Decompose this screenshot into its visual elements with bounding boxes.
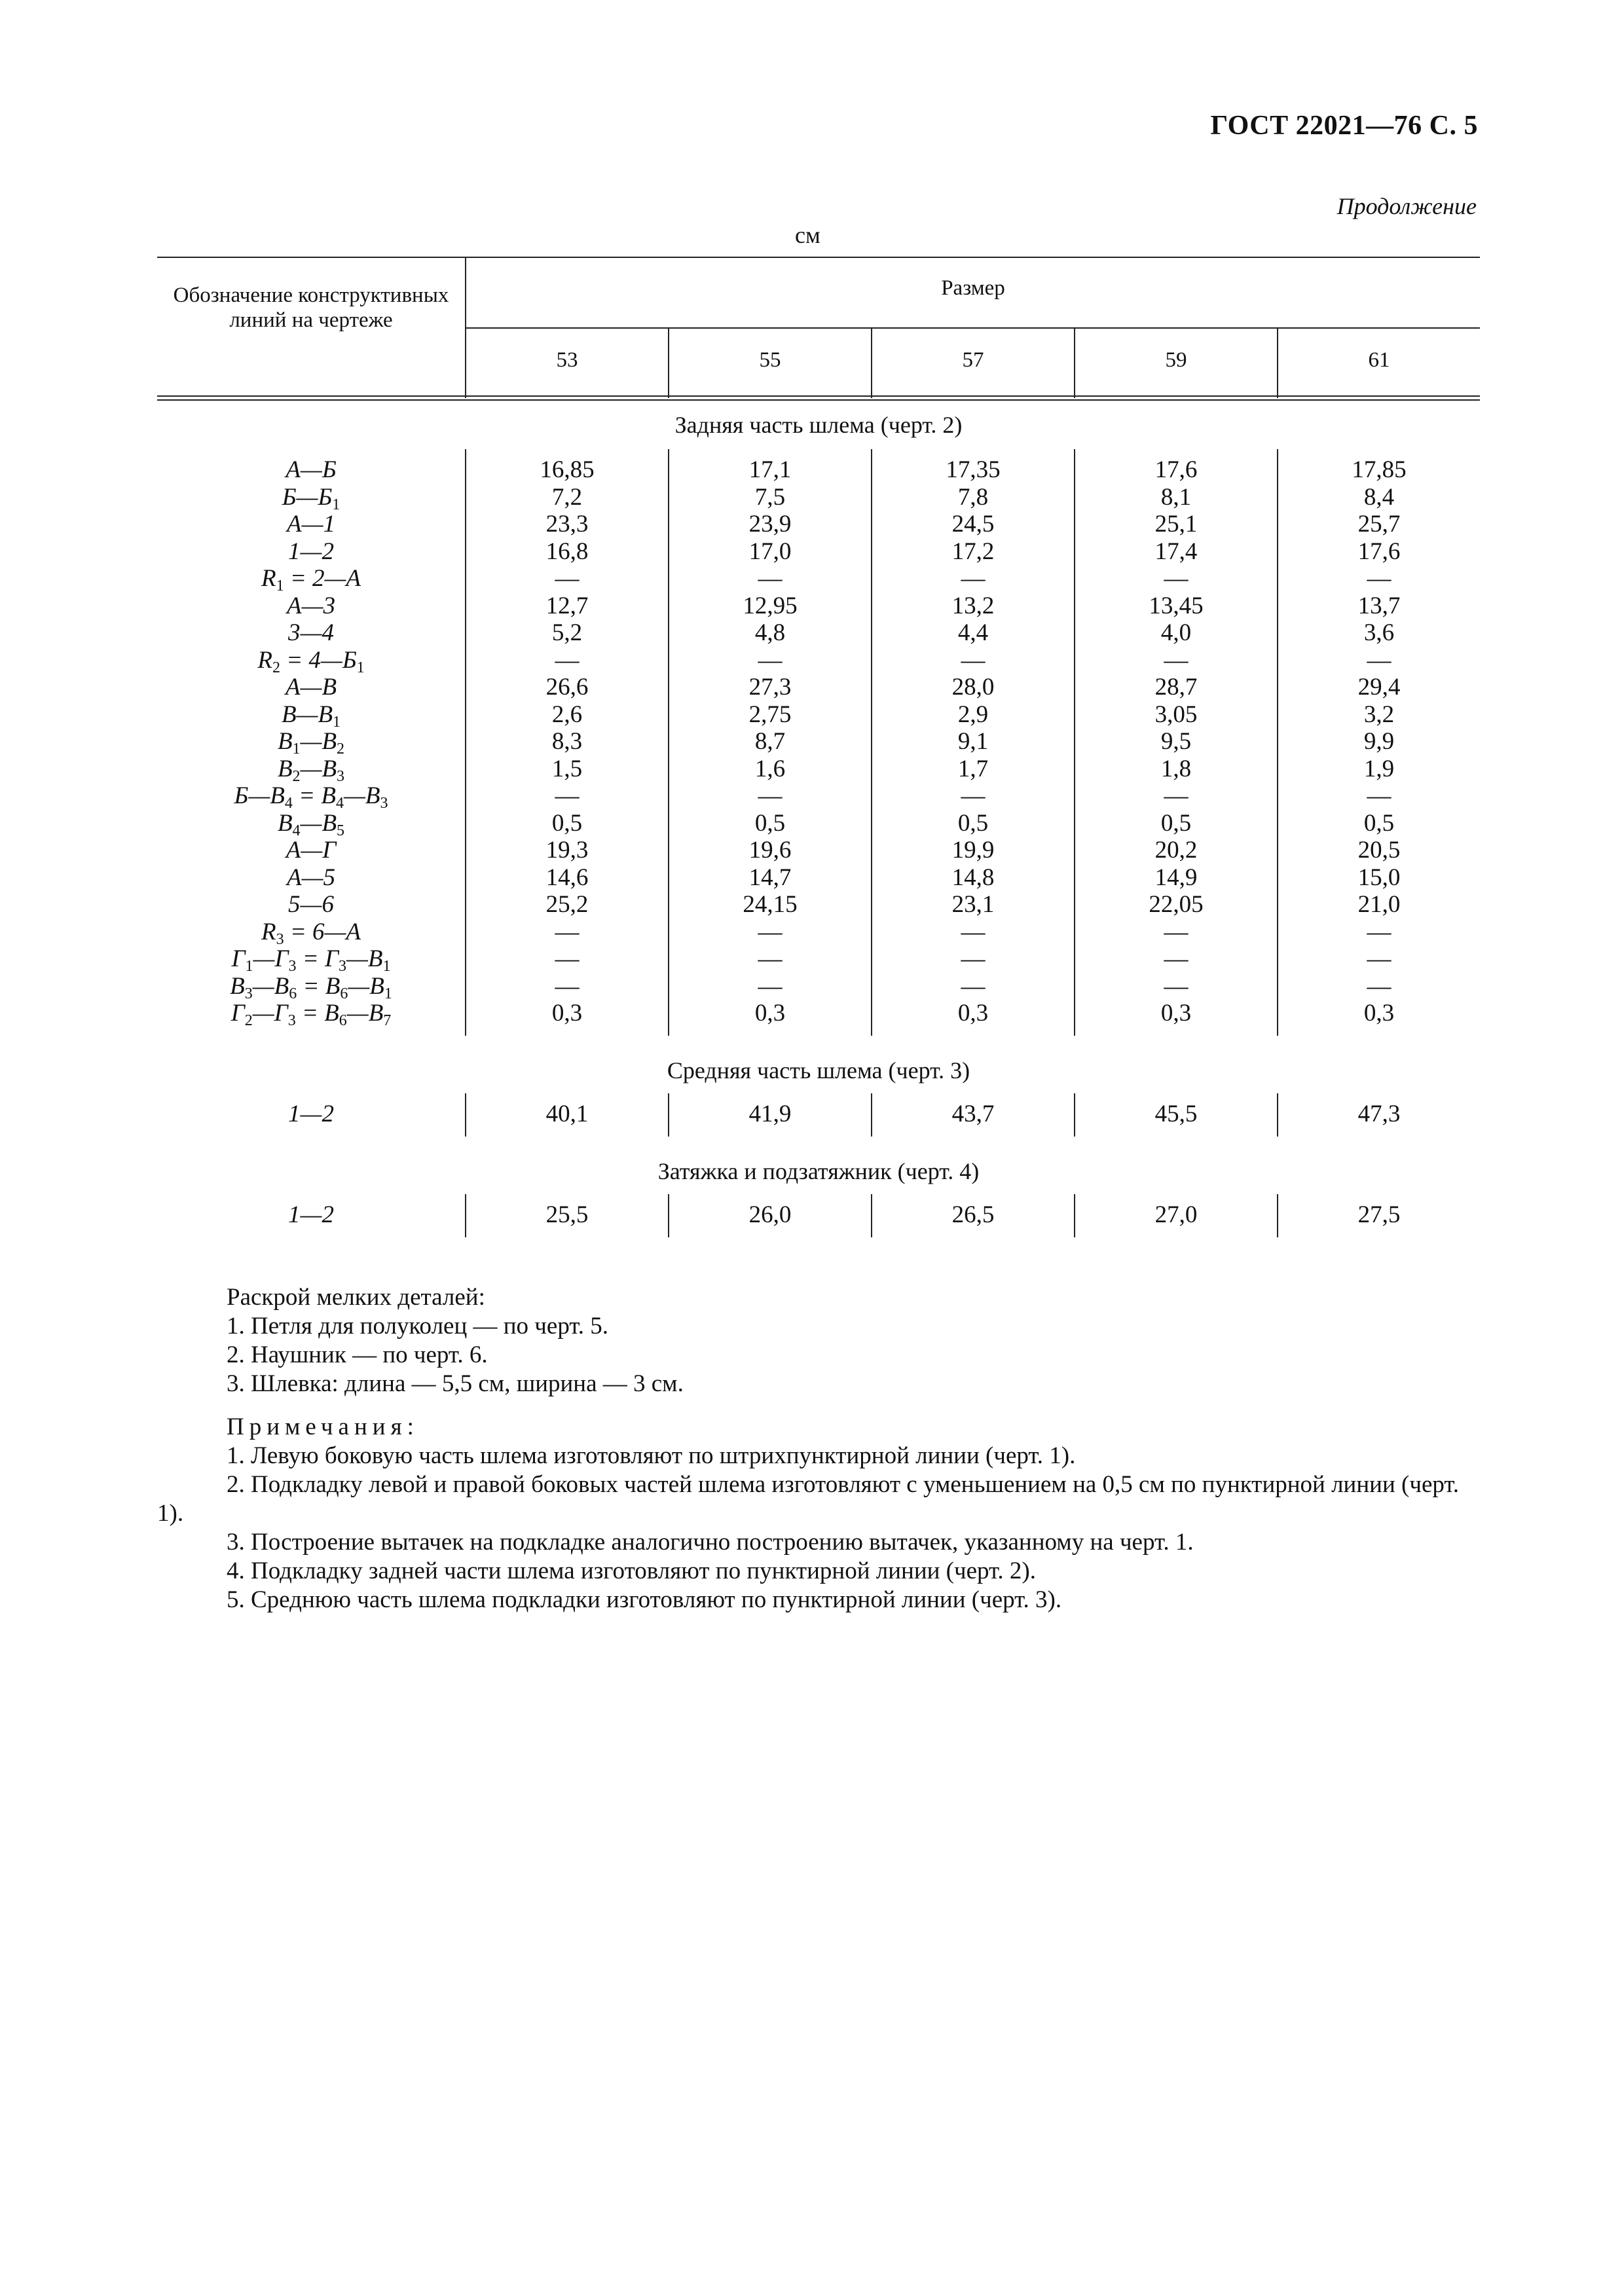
table-cell: — <box>1164 646 1189 674</box>
label-text: Г <box>231 945 246 972</box>
table-cell: 14,6 <box>545 864 589 891</box>
table-cell: — <box>1164 782 1189 809</box>
table-cell: 0,3 <box>754 1000 786 1027</box>
notes-block <box>157 1413 1480 1614</box>
table-cell: 12,95 <box>743 592 798 619</box>
row-label <box>157 593 465 619</box>
label-text: —В <box>346 945 383 972</box>
table-cell: 25,5 <box>545 1201 589 1228</box>
table-cell: 24,5 <box>951 511 995 538</box>
label-text: Б—В <box>234 782 285 809</box>
table-cell: 0,5 <box>1160 809 1192 837</box>
table-cell: 3,6 <box>1363 619 1395 646</box>
label-subscript: 3 <box>380 795 388 812</box>
table-cell: — <box>961 646 986 674</box>
note-item: 3. Построение вытачек на подкладке аналогично построению вытачек, указанному на черт. 1. <box>227 1529 1194 1556</box>
table-cell: — <box>1164 972 1189 1000</box>
table-cell: 17,6 <box>1154 456 1198 483</box>
table-cell: 0,5 <box>551 809 583 837</box>
label-text: Г <box>230 1000 245 1027</box>
label-text: —В <box>300 728 337 755</box>
label-subscript: 3 <box>287 1012 296 1029</box>
small-parts-heading: Раскрой мелких деталей: <box>227 1284 485 1311</box>
table-cell: 43,7 <box>951 1101 995 1127</box>
label-subscript: 6 <box>340 985 348 1002</box>
label-subscript: 7 <box>383 1012 392 1029</box>
label-subscript: 3 <box>276 930 284 948</box>
table-cell: — <box>1164 918 1189 945</box>
label-text: —В <box>252 972 289 1000</box>
header-divider <box>1277 327 1278 398</box>
table-cell: 23,3 <box>545 511 589 538</box>
table-cell: 22,05 <box>1149 891 1204 918</box>
table-cell: 4,4 <box>957 619 989 646</box>
table-cell: 1,8 <box>1160 755 1192 782</box>
table-cell: 23,9 <box>748 511 792 538</box>
table-cell: 14,9 <box>1154 864 1198 891</box>
small-parts-block <box>157 1283 1480 1398</box>
label-text: А—В <box>285 674 337 701</box>
table-cell: 2,75 <box>748 701 792 728</box>
table-cell: 19,9 <box>951 837 995 864</box>
label-text: В <box>277 755 293 782</box>
table-cell: 17,4 <box>1154 538 1198 565</box>
label-text: = В <box>292 782 336 809</box>
table-cell: 17,1 <box>748 456 792 483</box>
label-subscript: 1 <box>333 713 341 731</box>
label-text: 5—6 <box>288 891 334 918</box>
label-text: = 2—А <box>284 565 361 592</box>
table-cell: 0,3 <box>1363 1000 1395 1027</box>
label-subscript: 3 <box>288 958 297 975</box>
label-subscript: 1 <box>292 740 301 757</box>
table-cell: 9,1 <box>957 728 989 755</box>
section-title: Затяжка и подзатяжник (черт. 4) <box>657 1158 980 1184</box>
label-subscript: 1 <box>384 985 392 1002</box>
label-text: = 4—Б <box>280 646 357 674</box>
table-cell: 25,1 <box>1154 511 1198 538</box>
label-text: 1—2 <box>288 1201 334 1228</box>
table-cell: 7,2 <box>551 483 583 511</box>
small-parts-item: 2. Наушник — по черт. 6. <box>227 1341 488 1368</box>
label-text: R <box>261 918 276 945</box>
table-cell: 0,3 <box>551 1000 583 1027</box>
table-cell: 9,5 <box>1160 728 1192 755</box>
label-text: Б—Б <box>282 483 333 511</box>
table-cell: 9,9 <box>1363 728 1395 755</box>
table-cell: — <box>961 918 986 945</box>
table-cell: 5,2 <box>551 619 583 646</box>
table-cell: 7,8 <box>957 483 989 511</box>
label-text: В <box>230 972 245 1000</box>
table-cell: 20,5 <box>1357 837 1401 864</box>
table-cell: — <box>961 565 986 592</box>
table-cell: 4,0 <box>1160 619 1192 646</box>
size-header-57: 57 <box>962 348 984 372</box>
table-cell: 7,5 <box>754 483 786 511</box>
label-text: А—5 <box>287 864 335 891</box>
table-cell: 1,9 <box>1363 755 1395 782</box>
note-item: 5. Среднюю часть шлема подкладки изготовляют по пунктирной линии (черт. 3). <box>227 1586 1062 1613</box>
header-mid-rule <box>466 327 1480 329</box>
label-subscript: 3 <box>244 985 253 1002</box>
table-cell: — <box>555 918 580 945</box>
label-subscript: 4 <box>335 795 344 812</box>
table-cell: — <box>758 945 783 972</box>
table-cell: — <box>758 565 783 592</box>
label-subscript: 3 <box>337 767 345 785</box>
table-cell: 2,9 <box>957 701 989 728</box>
table-cell: 16,8 <box>545 538 589 565</box>
label-text: = В <box>295 1000 339 1027</box>
table-cell: 40,1 <box>545 1101 589 1127</box>
label-text: В—В <box>281 701 333 728</box>
label-text: —В <box>300 755 337 782</box>
label-text: А—1 <box>287 511 335 538</box>
header-divider <box>871 327 872 398</box>
label-text: 1—2 <box>288 538 334 565</box>
small-parts-item: 3. Шлевка: длина — 5,5 см, ширина — 3 см. <box>227 1370 684 1397</box>
table-cell: 25,7 <box>1357 511 1401 538</box>
row-label <box>157 837 465 864</box>
table-cell: — <box>758 646 783 674</box>
running-head: ГОСТ 22021—76 С. 5 <box>1210 111 1478 141</box>
table-cell: 13,7 <box>1357 592 1401 619</box>
table-cell: — <box>555 565 580 592</box>
row-label <box>157 1202 465 1228</box>
table-cell: 27,5 <box>1357 1201 1401 1228</box>
row-label <box>157 457 465 483</box>
label-text: 3—4 <box>288 619 334 646</box>
table-cell: — <box>758 972 783 1000</box>
table-cell: 16,85 <box>540 456 595 483</box>
table-cell: 17,2 <box>951 538 995 565</box>
table-cell: 24,15 <box>743 891 798 918</box>
label-text: 1—2 <box>288 1101 334 1127</box>
label-text: —Г <box>253 945 289 972</box>
table-cell: 2,6 <box>551 701 583 728</box>
label-text: —В <box>346 1000 384 1027</box>
label-subscript: 1 <box>276 577 284 594</box>
table-cell: 0,5 <box>754 809 786 837</box>
table-cell: 1,5 <box>551 755 583 782</box>
table-cell: 21,0 <box>1357 891 1401 918</box>
table-cell: 4,8 <box>754 619 786 646</box>
row-label <box>157 1000 465 1034</box>
row-label <box>157 511 465 538</box>
table-cell: 41,9 <box>748 1101 792 1127</box>
table-cell: 29,4 <box>1357 674 1401 701</box>
label-subscript: 4 <box>292 822 301 839</box>
table-cell: 14,8 <box>951 864 995 891</box>
table-cell: 26,6 <box>545 674 589 701</box>
table-cell: 8,1 <box>1160 483 1192 511</box>
table-cell: 1,7 <box>957 755 989 782</box>
label-subscript: 3 <box>339 958 347 975</box>
label-subscript: 2 <box>272 659 280 676</box>
table-cell: — <box>1164 945 1189 972</box>
table-cell: 17,0 <box>748 538 792 565</box>
small-parts-item: 1. Петля для полуколец — по черт. 5. <box>227 1313 608 1339</box>
table-cell: 20,2 <box>1154 837 1198 864</box>
table-cell: 27,3 <box>748 674 792 701</box>
label-text: —Г <box>252 1000 288 1027</box>
label-subscript: 2 <box>244 1012 253 1029</box>
row-label <box>157 865 465 891</box>
table-cell: — <box>555 782 580 809</box>
section-title: Задняя часть шлема (черт. 2) <box>674 412 963 438</box>
label-subscript: 2 <box>292 767 301 785</box>
table-cell: — <box>1367 646 1392 674</box>
header-divider <box>1074 327 1075 398</box>
table-cell: — <box>1367 945 1392 972</box>
table-cell: — <box>555 972 580 1000</box>
label-text: —В <box>343 782 380 809</box>
table-cell: 19,6 <box>748 837 792 864</box>
label-text: А—Б <box>286 456 337 483</box>
table-cell: 26,0 <box>748 1201 792 1228</box>
table-cell: — <box>1367 782 1392 809</box>
table-cell: — <box>1367 918 1392 945</box>
table-cell: 23,1 <box>951 891 995 918</box>
table-cell: 8,7 <box>754 728 786 755</box>
table-top-rule <box>157 257 1480 258</box>
label-subscript: 1 <box>245 958 253 975</box>
table-cell: 26,5 <box>951 1201 995 1228</box>
table-cell: 0,3 <box>1160 1000 1192 1027</box>
table-cell: 47,3 <box>1357 1101 1401 1127</box>
header-bottom-rule <box>157 395 1480 401</box>
table-cell: — <box>758 918 783 945</box>
size-header-61: 61 <box>1368 348 1390 372</box>
table-cell: 3,2 <box>1363 701 1395 728</box>
label-subscript: 1 <box>356 659 365 676</box>
note-item: 4. Подкладку задней части шлема изготовляют по пунктирной линии (черт. 2). <box>227 1558 1036 1584</box>
table-cell: — <box>961 782 986 809</box>
table-cell: — <box>555 945 580 972</box>
label-text: R <box>261 565 276 592</box>
label-text: В <box>277 728 293 755</box>
note-item: 2. Подкладку левой и правой боковых частей шлема изготовляют с уменьшением на 0,5 см по пунктирной линии (черт. 1). <box>157 1471 1460 1527</box>
table-cell: 28,7 <box>1154 674 1198 701</box>
label-subscript: 4 <box>284 795 293 812</box>
header-divider <box>668 327 669 398</box>
header-divider <box>465 257 466 398</box>
notes-heading: Примечания: <box>227 1413 419 1440</box>
table-cell: — <box>1164 565 1189 592</box>
table-cell: 3,05 <box>1154 701 1198 728</box>
size-header-53: 53 <box>556 348 578 372</box>
table-cell: 0,5 <box>1363 809 1395 837</box>
table-cell: 13,45 <box>1149 592 1204 619</box>
row-label <box>157 674 465 701</box>
row-label <box>157 892 465 918</box>
row-label <box>157 1101 465 1127</box>
table-cell: — <box>961 972 986 1000</box>
label-subscript: 5 <box>337 822 345 839</box>
label-text: —В <box>300 809 337 837</box>
table-cell: 13,2 <box>951 592 995 619</box>
table-cell: 28,0 <box>951 674 995 701</box>
table-cell: — <box>555 646 580 674</box>
row-label <box>157 620 465 646</box>
label-text: R <box>257 646 272 674</box>
table-cell: 14,7 <box>748 864 792 891</box>
label-text: = Г <box>296 945 339 972</box>
table-cell: 0,5 <box>957 809 989 837</box>
table-cell: 27,0 <box>1154 1201 1198 1228</box>
row-label <box>157 539 465 565</box>
label-text: В <box>277 809 293 837</box>
table-cell: 17,35 <box>946 456 1001 483</box>
size-header-59: 59 <box>1165 348 1187 372</box>
table-cell: 45,5 <box>1154 1101 1198 1127</box>
table-cell: — <box>961 945 986 972</box>
note-item: 1. Левую боковую часть шлема изготовляют по штрихпунктирной линии (черт. 1). <box>227 1442 1076 1469</box>
label-subscript: 2 <box>337 740 345 757</box>
column-header-designation: Обозначение конструктивных линий на чертеже <box>173 283 449 332</box>
label-text: А—3 <box>287 592 335 619</box>
label-subscript: 1 <box>332 496 341 513</box>
continuation-label: Продолжение <box>1336 193 1477 219</box>
table-cell: 1,6 <box>754 755 786 782</box>
label-subscript: 6 <box>289 985 297 1002</box>
table-cell: — <box>1367 565 1392 592</box>
label-text: —В <box>348 972 384 1000</box>
table-cell: 12,7 <box>545 592 589 619</box>
label-subscript: 1 <box>382 958 391 975</box>
table-cell: 0,3 <box>957 1000 989 1027</box>
table-cell: 17,85 <box>1352 456 1407 483</box>
label-text: = 6—А <box>284 918 361 945</box>
unit-label: см <box>795 222 820 248</box>
table-cell: 8,4 <box>1363 483 1395 511</box>
table-cell: 25,2 <box>545 891 589 918</box>
table-cell: 17,6 <box>1357 538 1401 565</box>
table-cell: — <box>758 782 783 809</box>
section-title: Средняя часть шлема (черт. 3) <box>667 1057 970 1084</box>
column-header-size: Размер <box>941 276 1005 300</box>
label-text: А—Г <box>286 837 337 864</box>
table-cell: 15,0 <box>1357 864 1401 891</box>
label-subscript: 6 <box>339 1012 347 1029</box>
size-header-55: 55 <box>759 348 781 372</box>
table-cell: — <box>1367 972 1392 1000</box>
label-text: = В <box>297 972 341 1000</box>
table-cell: 19,3 <box>545 837 589 864</box>
table-cell: 8,3 <box>551 728 583 755</box>
